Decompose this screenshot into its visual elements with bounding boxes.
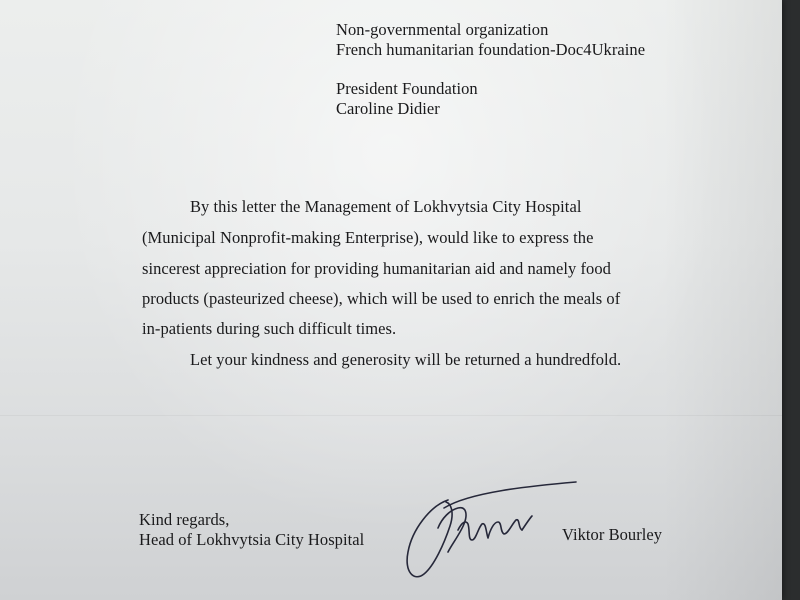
recipient-org-type: Non-governmental organization: [336, 20, 549, 39]
closing-position: Head of Lokhvytsia City Hospital: [139, 530, 365, 549]
paragraph-1-line-5: in-patients during such difficult times.: [142, 319, 397, 338]
paper-shadow: [662, 0, 782, 600]
handwritten-signature: [400, 478, 590, 588]
closing-regards: Kind regards,: [139, 510, 230, 529]
paragraph-1-line-1: By this letter the Management of Lokhvytsia City Hospital: [190, 197, 582, 216]
paragraph-2: Let your kindness and generosity will be returned a hundredfold.: [190, 350, 622, 369]
paper-fold: [0, 415, 782, 416]
paragraph-1-line-2: (Municipal Nonprofit-making Enterprise), would like to express the: [142, 228, 594, 247]
paragraph-1-line-3: sincerest appreciation for providing humanitarian aid and namely food: [142, 259, 611, 278]
recipient-title: President Foundation: [336, 79, 478, 98]
recipient-name: Caroline Didier: [336, 99, 440, 118]
paragraph-1-line-4: products (pasteurized cheese), which will be used to enrich the meals of: [142, 289, 621, 308]
signatory-name: Viktor Bourley: [562, 525, 663, 544]
recipient-org-name: French humanitarian foundation-Doc4Ukraine: [336, 40, 646, 59]
